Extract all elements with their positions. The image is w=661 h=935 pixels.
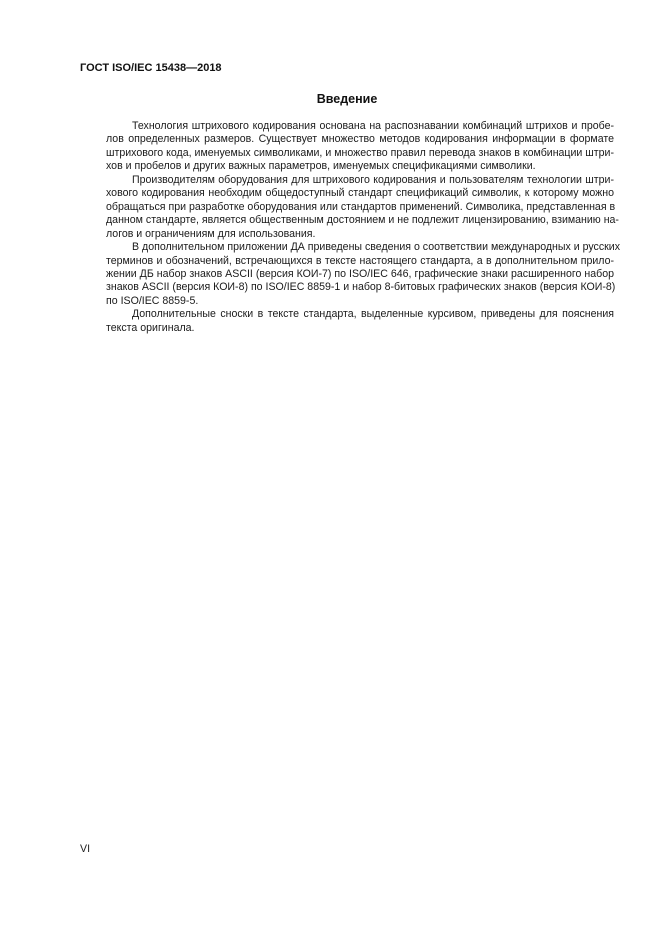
text-line: Производителям оборудования для штрихового кодирования и пользователям технологии штри-	[132, 173, 614, 186]
page-number: VI	[80, 843, 91, 855]
text-line: данном стандарте, является общественным достоянием и не подлежит лицензированию, взиманию на-	[106, 214, 619, 227]
text-line: хов и пробелов и других важных параметров, именуемых спецификациями символики.	[106, 160, 536, 173]
text-line: текста оригинала.	[106, 321, 195, 334]
text-line: знаков ASCII (версия КОИ-8) по ISO/IEC 8859-1 и набор 8-битовых графических знаков (версия КОИ-8)	[106, 281, 616, 294]
text-line: Дополнительные сноски в тексте стандарта, выделенные курсивом, приведены для пояснения	[132, 308, 614, 321]
text-line: обращаться при разработке оборудования или стандартов применений. Символика, представленная в	[106, 200, 616, 213]
paragraph	[80, 173, 619, 241]
text-line: штрихового кода, именуемых символиками, и множество правил перевода знаков в комбинации штри-	[106, 146, 614, 159]
text-line: логов и ограничениям для использования.	[106, 227, 316, 240]
paragraph	[80, 120, 614, 174]
text-line: терминов и обозначений, встречающихся в тексте настоящего стандарта, а в дополнительном прило-	[106, 254, 614, 267]
section-title: Введение	[316, 92, 378, 106]
paragraph	[80, 241, 621, 308]
paragraph	[80, 308, 614, 335]
standard-header: ГОСТ ISO/IEC 15438—2018	[80, 62, 222, 74]
text-line: по ISO/IEC 8859-5.	[106, 294, 199, 307]
text-line: жении ДБ набор знаков ASCII (версия КОИ-7) по ISO/IEC 646, графические знаки расширенного набор	[106, 267, 614, 280]
document-body	[80, 120, 621, 335]
text-line: В дополнительном приложении ДА приведены сведения о соответствии международных и русских	[132, 241, 621, 254]
text-line: лов определенных размеров. Существует множество методов кодирования информации в формате	[106, 133, 614, 146]
text-line: Технология штрихового кодирования основана на распознавании комбинаций штрихов и пробе-	[132, 120, 614, 132]
text-line: хового кодирования необходим общедоступный стандарт спецификаций символик, к которому можно	[106, 187, 614, 200]
